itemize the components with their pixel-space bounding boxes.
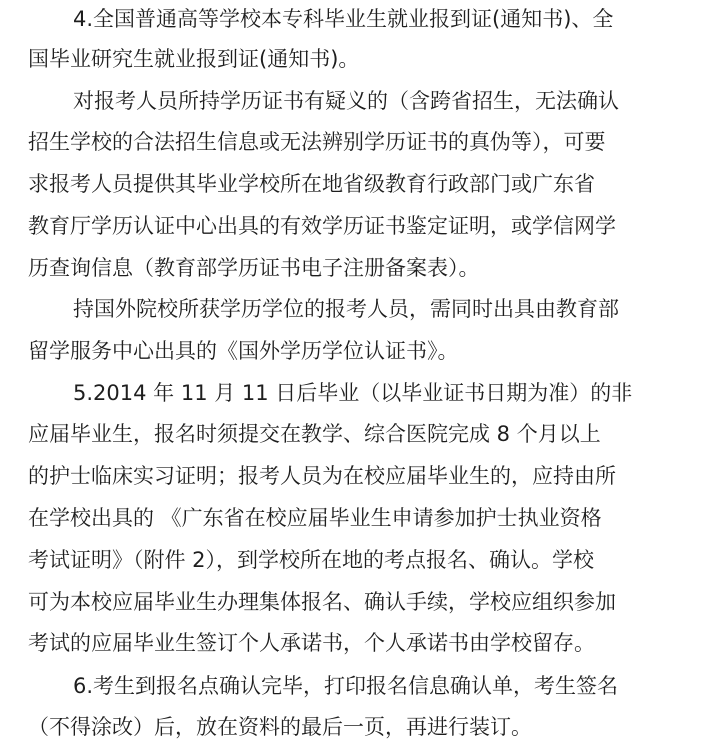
text-line-9: 留学服务中心出具的《国外学历学位认证书》。 <box>28 339 459 363</box>
text-line-18: （不得涂改）后，放在资料的最后一页，再进行装订。 <box>28 715 532 739</box>
text-line-4: 招生学校的合法招生信息或无法辨别学历证书的真伪等），可要 <box>28 130 606 154</box>
text-line-13: 在学校出具的 《广东省在校应届毕业生申请参加护士执业资格 <box>28 506 602 530</box>
text-line-8: 持国外院校所获学历学位的报考人员，需同时出具由教育部 <box>73 297 619 321</box>
text-line-14: 考试证明》（附件 2），到学校所在地的考点报名、确认。学校 <box>28 548 595 572</box>
text-line-15: 可为本校应届毕业生办理集体报名、确认手续，学校应组织参加 <box>28 590 616 614</box>
text-line-12: 的护士临床实习证明；报考人员为在校应届毕业生的，应持由所 <box>28 464 616 488</box>
text-line-17: 6.考生到报名点确认完毕，打印报名信息确认单，考生签名 <box>73 674 619 698</box>
text-line-5: 求报考人员提供其毕业学校所在地省级教育行政部门或广东省 <box>28 172 595 196</box>
text-line-10: 5.2014 年 11 月 11 日后毕业（以毕业证书日期为准）的非 <box>73 381 633 405</box>
text-line-1: 4.全国普通高等学校本专科毕业生就业报到证(通知书)、全 <box>73 7 614 31</box>
text-line-16: 考试的应届毕业生签订个人承诺书，个人承诺书由学校留存。 <box>28 631 595 655</box>
text-line-2: 国毕业研究生就业报到证(通知书)。 <box>28 47 360 71</box>
text-line-11: 应届毕业生，报名时须提交在教学、综合医院完成 8 个月以上 <box>28 422 601 446</box>
text-line-3: 对报考人员所持学历证书有疑义的（含跨省招生，无法确认 <box>73 89 619 113</box>
text-line-7: 历查询信息（教育部学历证书电子注册备案表）。 <box>28 256 480 280</box>
text-line-6: 教育厅学历认证中心出具的有效学历证书鉴定证明，或学信网学 <box>28 214 616 238</box>
